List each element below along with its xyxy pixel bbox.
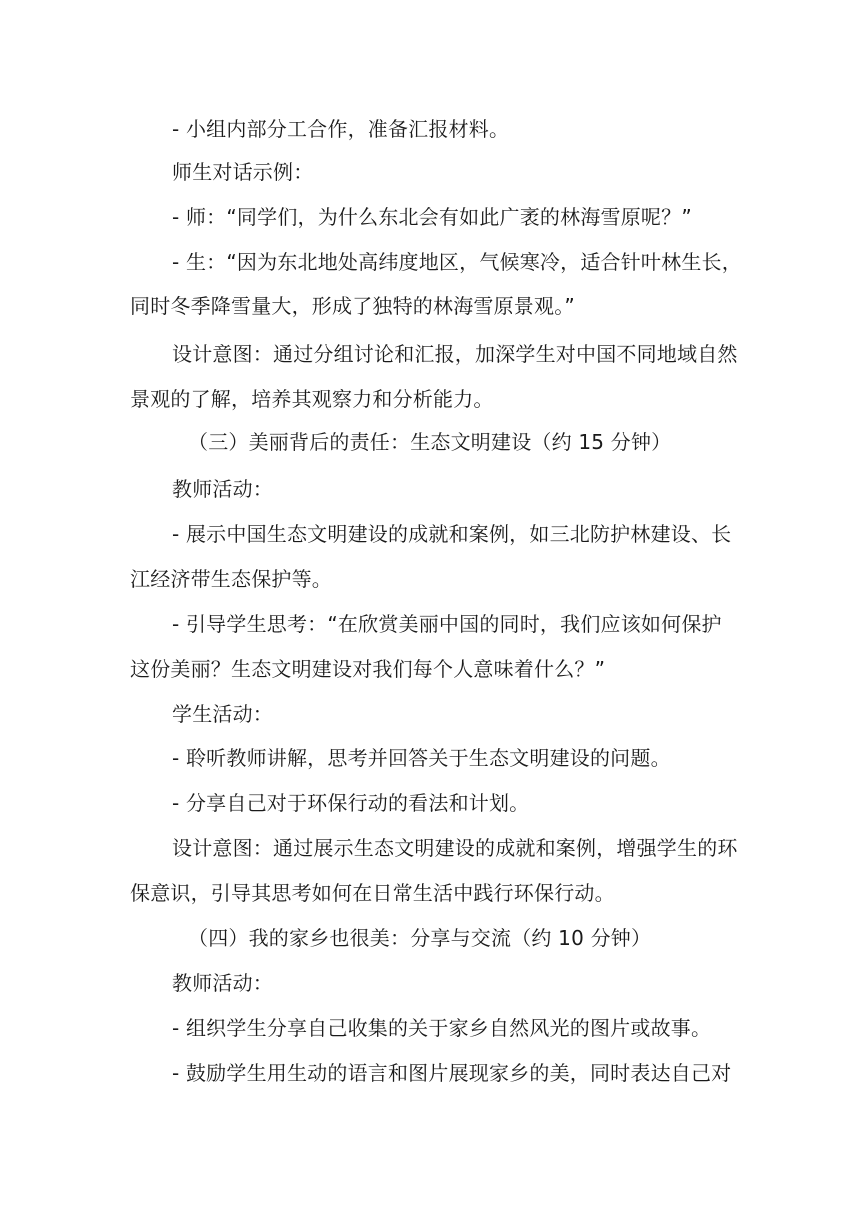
bullet-line: - 小组内部分工合作，准备汇报材料。 <box>172 117 510 141</box>
bullet-line: - 组织学生分享自己收集的关于家乡自然风光的图片或故事。 <box>172 1016 712 1040</box>
bullet-line: - 分享自己对于环保行动的看法和计划。 <box>172 791 530 815</box>
design-intent-line: 设计意图：通过分组讨论和汇报，加深学生对中国不同地域自然 <box>172 342 738 366</box>
paragraph-label: 师生对话示例： <box>172 160 314 184</box>
bullet-line-continuation: 江经济带生态保护等。 <box>130 567 332 591</box>
dialogue-line-continuation: 同时冬季降雪量大，形成了独特的林海雪原景观。” <box>130 294 575 318</box>
paragraph-label: 教师活动： <box>172 477 273 501</box>
dialogue-line: - 师：“同学们，为什么东北会有如此广袤的林海雪原呢？” <box>172 205 692 229</box>
bullet-line: - 引导学生思考：“在欣赏美丽中国的同时，我们应该如何保护 <box>172 612 722 636</box>
bullet-line: - 鼓励学生用生动的语言和图片展现家乡的美，同时表达自己对 <box>172 1061 732 1085</box>
design-intent-continuation: 保意识，引导其思考如何在日常生活中践行环保行动。 <box>130 881 615 905</box>
section-heading: （三）美丽背后的责任：生态文明建设（约 15 分钟） <box>188 430 672 454</box>
paragraph-label: 教师活动： <box>172 971 273 995</box>
bullet-line: - 聆听教师讲解，思考并回答关于生态文明建设的问题。 <box>172 746 671 770</box>
bullet-line: - 展示中国生态文明建设的成就和案例，如三北防护林建设、长 <box>172 522 732 546</box>
design-intent-line: 设计意图：通过展示生态文明建设的成就和案例，增强学生的环 <box>172 836 738 860</box>
dialogue-line: - 生：“因为东北地处高纬度地区，气候寒冷，适合针叶林生长， <box>172 250 742 274</box>
paragraph-label: 学生活动： <box>172 702 273 726</box>
section-heading: （四）我的家乡也很美：分享与交流（约 10 分钟） <box>188 926 652 950</box>
design-intent-continuation: 景观的了解，培养其观察力和分析能力。 <box>130 387 494 411</box>
bullet-line-continuation: 这份美丽？生态文明建设对我们每个人意味着什么？” <box>130 657 606 681</box>
